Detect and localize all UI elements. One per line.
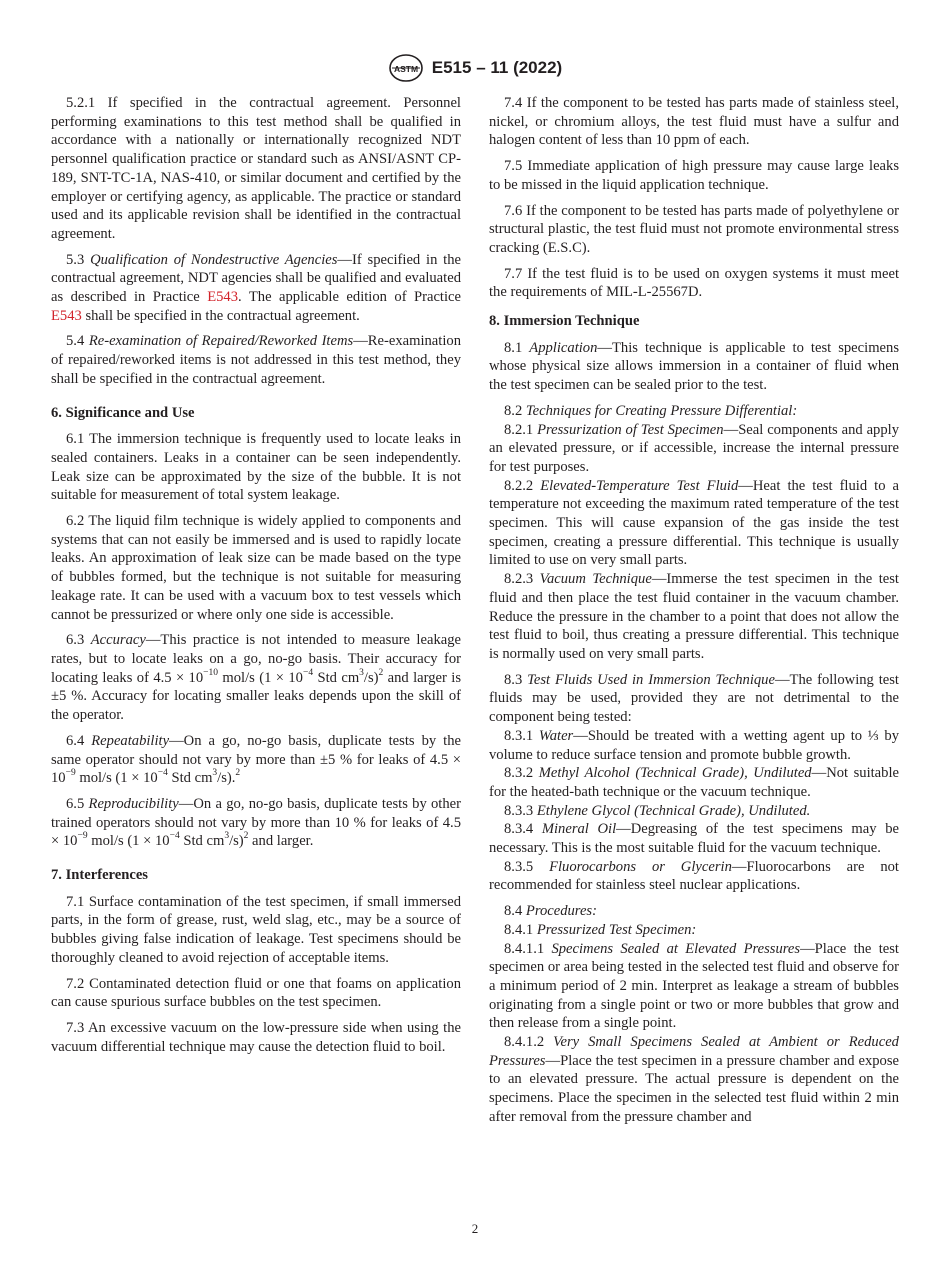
para-8-3: 8.3 Test Fluids Used in Immersion Technique—The following test fluids may be used, provided they are not detrimental to the component being tested: bbox=[489, 671, 899, 726]
para-7-1: 7.1 Surface contamination of the test specimen, if small immersed parts, in the form of grease, rust, weld slag, etc., may be a source of bubbles giving false indication of leakage. Test specimens should be thoroughly cleaned to avoid rejection of acceptable items. bbox=[51, 893, 461, 966]
para-6-4: 6.4 Repeatability—On a go, no-go basis, duplicate tests by the same operator should not vary by more than ±5 % for leaks of $4.5 \times 10^{-9}$ mol/s ($1 \times 10^{-4}$ Std $cm^3/s).^2$ bbox=[51, 732, 461, 787]
para-8-2-1: 8.2.1 Pressurization of Test Specimen—Seal components and apply an elevated pressure, or if accessible, increase the internal pressure for test purposes. bbox=[489, 421, 899, 475]
para-8-4: 8.4 Procedures: bbox=[504, 903, 597, 920]
para-8-2-2: 8.2.2 Elevated-Temperature Test Fluid—Heat the test fluid to a temperature not exceeding the maximum rated temperature of the test specimen. This will cause expansion of the gas inside the test specimen, creating a pressure differential. This technique is usually limited to use on very small parts. bbox=[489, 477, 899, 569]
para-7-5: 7.5 Immediate application of high pressure may cause large leaks to be missed in the liquid application technique. bbox=[489, 158, 899, 193]
para-7-7: 7.7 If the test fluid is to be used on oxygen systems it must meet the requirements of MIL-L-25567D. bbox=[489, 265, 899, 301]
para-8-4-1-2: 8.4.1.2 Very Small Specimens Sealed at Ambient or Reduced Pressures—Place the test specimen in a pressure chamber and expose to an elevated pressure. The actual pressure is dependent on the specimens. Place the specimen in the selected test fluid within 2 min after removal from the pressure chamber and bbox=[489, 1034, 899, 1125]
page-number: 2 bbox=[471, 1221, 479, 1236]
para-8-4-1-1: 8.4.1.1 Specimens Sealed at Elevated Pressures—Place the test specimen or area being tested in the selected test fluid and observe for a minimum period of 2 min. Interpret as leakage a stream of bubbles originating from a single point or two or more bubbles that grow and then release from a single point. bbox=[489, 940, 899, 1032]
section-heading-8: 8. Immersion Technique bbox=[489, 313, 640, 330]
para-8-2-3: 8.2.3 Vacuum Technique—Immerse the test specimen in the test fluid and then place the test fluid container in the vacuum chamber. Reduce the pressure in the chamber to a point that does not allow the test fluid to boil, thus creating a pressure differential. This technique is normally used on very small parts. bbox=[489, 571, 899, 662]
para-7-2: 7.2 Contaminated detection fluid or one that foams on application can cause spurious surface bubbles on the test specimen. bbox=[51, 975, 461, 1011]
right-column bbox=[489, 94, 899, 1127]
section-heading-7: 7. Interferences bbox=[51, 867, 148, 884]
para-6-3: 6.3 Accuracy—This practice is not intended to measure leakage rates, but to locate leaks on a go, no-go basis. Their accuracy for locating leaks of $4.5 \times 10^{-10}$ mol/s ($1 \times 10^{-4}$ Std $cm^3/s)^2$ and larger is ±5 %. Accuracy for locating smaller leaks depends upon the skill of the operator. bbox=[51, 632, 461, 724]
para-8-2: 8.2 Techniques for Creating Pressure Differential: bbox=[504, 402, 798, 419]
para-7-3: 7.3 An excessive vacuum on the low-pressure side when using the vacuum differential technique may cause the detection fluid to boil. bbox=[51, 1019, 461, 1055]
para-5-2-1: 5.2.1 If specified in the contractual agreement. Personnel performing examinations to this test method shall be qualified in accordance with a nationally or internationally recognized NDT personnel qualification practice or standard such as ANSI/ASNT CP-189, SNT-TC-1A, NAS-410, or similar document and certified by the employer or certifying agency, as applicable. The practice or standard used and its applicable revision shall be identified in the contractual agreement. bbox=[51, 95, 461, 242]
svg-text:ASTM: ASTM bbox=[393, 64, 418, 74]
page-header bbox=[0, 52, 950, 84]
para-8-3-2: 8.3.2 Methyl Alcohol (Technical Grade), Undiluted—Not suitable for the heated-bath technique or the vacuum technique. bbox=[489, 765, 899, 800]
para-6-1: 6.1 The immersion technique is frequently used to locate leaks in sealed containers. Leaks in a container can be seen independently. Leak size can be approximated by the size of the bubble. It is not suitable for measurement of total system leakage. bbox=[51, 431, 461, 504]
para-6-2: 6.2 The liquid film technique is widely applied to components and systems that can not easily be immersed and is used to rapidly locate leaks. An approximation of leak size can be made based on the type of bubbles formed, but the technique is not suitable for measuring leakage rate. It can be used with a vacuum box to test vessels which cannot be pressurized or where only one side is accessible. bbox=[51, 513, 461, 623]
left-column bbox=[51, 94, 461, 1063]
document-designation: E515 – 11 (2022) bbox=[431, 58, 563, 77]
para-8-3-5: 8.3.5 Fluorocarbons or Glycerin—Fluorocarbons are not recommended for stainless steel nuclear applications. bbox=[489, 858, 899, 894]
para-8-3-4: 8.3.4 Mineral Oil—Degreasing of the test specimens may be necessary. This is the most suitable fluid for the vacuum technique. bbox=[489, 821, 899, 857]
para-8-1: 8.1 Application—This technique is applicable to test specimens whose physical size allows immersion in a container of fluid when the test specimen can be sealed prior to the test. bbox=[489, 339, 900, 394]
reference-link-e543[interactable]: E543 bbox=[207, 289, 239, 306]
para-5-4: 5.4 Re-examination of Repaired/Reworked Items—Re-examination of repaired/reworked items is not addressed in this test method, they shall be specified in the contractual agreement. bbox=[51, 333, 461, 387]
para-8-3-1: 8.3.1 Water—Should be treated with a wetting agent up to ⅓ by volume to reduce surface tension and promote bubble growth. bbox=[489, 727, 899, 763]
reference-link-e543[interactable]: E543 bbox=[51, 307, 82, 324]
para-6-5: 6.5 Reproducibility—On a go, no-go basis, duplicate tests by other trained operators should not vary by more than 10 % for leaks of $4.5 \times 10^{-9}$ mol/s ($1 \times 10^{-4}$ Std $cm^3/s)^2$ and larger. bbox=[51, 795, 461, 850]
astm-logo-icon bbox=[388, 53, 424, 83]
para-5-3: 5.3 Qualification of Nondestructive Agencies—If specified in the contractual agreement, NDT agencies shall be qualified and evaluated as described in Practice E543. The applicable edition of Practice E543 shall be specified in the contractual agreement. bbox=[51, 251, 461, 324]
section-heading-6: 6. Significance and Use bbox=[51, 404, 195, 421]
para-8-3-3: 8.3.3 Ethylene Glycol (Technical Grade), Undiluted. bbox=[504, 802, 811, 819]
para-8-4-1: 8.4.1 Pressurized Test Specimen: bbox=[504, 921, 697, 938]
para-7-6: 7.6 If the component to be tested has parts made of polyethylene or structural plastic, the test fluid must not promote environmental stress cracking (E.S.C). bbox=[489, 202, 899, 256]
para-7-4: 7.4 If the component to be tested has parts made of stainless steel, nickel, or chromium alloys, the test fluid must have a sulfur and halogen content of less than 10 ppm of each. bbox=[489, 95, 899, 149]
